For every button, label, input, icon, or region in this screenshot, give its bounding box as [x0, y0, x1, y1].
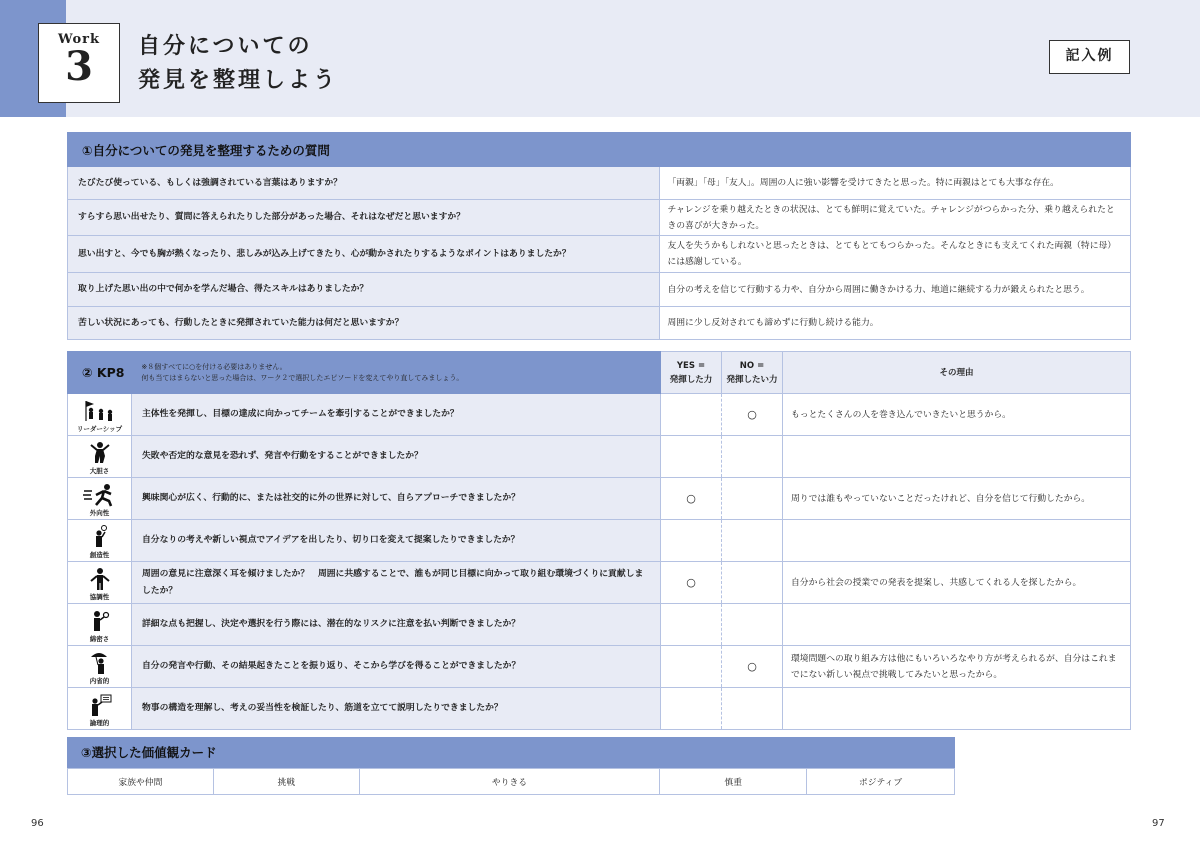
section2-note-2: 何も当てはまらないと思った場合は、ワーク２で選択したエピソードを変えてやり直してみましょう。 — [141, 373, 464, 382]
reason-cell[interactable] — [783, 520, 1131, 562]
kp-icon-cell — [68, 394, 132, 436]
question-cell: 思い出すと、今でも胸が熱くなったり、悲しみが込み上げてきたり、心が動かされたりするようなポイントはありましたか？ — [68, 236, 660, 273]
yes-cell[interactable] — [661, 520, 722, 562]
table-row — [68, 273, 1131, 307]
kp-icon-cell — [68, 436, 132, 478]
table-row — [68, 562, 1131, 604]
work-number-box — [38, 23, 120, 103]
kp-icon-label: 内省的 — [89, 677, 110, 685]
value-cards-table — [67, 768, 955, 795]
kp-icon-label: 論理的 — [89, 719, 110, 727]
section3-title: ③選択した価値観カード — [67, 737, 955, 768]
yes-cell[interactable] — [661, 394, 722, 436]
no-header-line-1: NO = — [739, 360, 765, 371]
no-cell[interactable] — [722, 688, 783, 730]
kp-question: 自分の発言や行動、その結果起きたことを振り返り、そこから学びを得ることができましたか？ — [132, 646, 661, 688]
boldness-icon — [80, 441, 120, 465]
section2-table — [67, 351, 1131, 730]
table-row — [68, 200, 1131, 236]
no-cell[interactable] — [722, 478, 783, 520]
column-header-reason: その理由 — [783, 352, 1131, 394]
yes-cell[interactable]: ○ — [661, 478, 722, 520]
value-card[interactable]: 慎重 — [660, 769, 807, 795]
kp-question: 主体性を発揮し、目標の達成に向かってチームを牽引することができましたか？ — [132, 394, 661, 436]
kp-question: 失敗や否定的な意見を恐れず、発言や行動をすることができましたか？ — [132, 436, 661, 478]
yes-cell[interactable] — [661, 646, 722, 688]
question-cell: 取り上げた思い出の中で何かを学んだ場合、得たスキルはありましたか？ — [68, 273, 660, 307]
yes-cell[interactable] — [661, 436, 722, 478]
value-card[interactable]: 挑戦 — [213, 769, 359, 795]
answer-cell[interactable]: チャレンジを乗り越えたときの状況は、とても鮮明に覚えていた。チャレンジがつらかった分、乗り越えられたときの喜びが大きかった。 — [660, 200, 1131, 236]
value-card[interactable]: 家族や仲間 — [68, 769, 214, 795]
reason-cell[interactable]: 周りでは誰もやっていないことだったけれど、自分を信じて行動したから。 — [783, 478, 1131, 520]
no-header-line-2: 発揮したい力 — [726, 374, 778, 385]
section2-note-1: ※８個すべてに○を付ける必要はありません。 — [141, 362, 287, 371]
table-row — [68, 769, 955, 795]
kp-icon-cell — [68, 562, 132, 604]
kp-question: 物事の構造を理解し、考えの妥当性を検証したり、筋道を立てて説明したりできましたか？ — [132, 688, 661, 730]
question-cell: 苦しい状況にあっても、行動したときに発揮されていた能力は何だと思いますか？ — [68, 307, 660, 340]
no-cell[interactable]: ○ — [722, 394, 783, 436]
column-header-no — [722, 352, 783, 394]
answer-cell[interactable]: 周囲に少し反対されても諦めずに行動し続ける能力。 — [660, 307, 1131, 340]
table-row — [68, 688, 1131, 730]
section2-title: ② KP8 — [82, 365, 125, 380]
meticulous-icon — [80, 609, 120, 633]
table-row — [68, 236, 1131, 273]
question-cell: たびたび使っている、もしくは強調されている言葉はありますか？ — [68, 167, 660, 200]
section2-notes — [141, 362, 463, 384]
work-number: 3 — [65, 43, 93, 90]
yes-header-line-2: 発揮した力 — [669, 374, 713, 385]
question-cell: すらすら思い出せたり、質問に答えられたりした部分があった場合、それはなぜだと思いますか？ — [68, 200, 660, 236]
answer-cell[interactable]: 「両親」「母」「友人」。周囲の人に強い影響を受けてきたと思った。特に両親はとても大事な存在。 — [660, 167, 1131, 200]
table-row — [68, 307, 1131, 340]
table-row — [68, 394, 1131, 436]
table-row — [68, 604, 1131, 646]
no-cell[interactable] — [722, 562, 783, 604]
title-line-1: 自分についての — [138, 34, 313, 59]
table-row — [68, 436, 1131, 478]
kp-icon-label: 大胆さ — [89, 467, 110, 475]
example-badge: 記入例 — [1049, 40, 1130, 74]
work-label: Work — [57, 32, 101, 47]
table-row — [68, 478, 1131, 520]
kp-icon-cell — [68, 646, 132, 688]
reason-cell[interactable] — [783, 436, 1131, 478]
no-cell[interactable] — [722, 436, 783, 478]
reason-cell[interactable] — [783, 688, 1131, 730]
title-line-2: 発見を整理しよう — [138, 68, 339, 93]
kp-icon-cell — [68, 688, 132, 730]
value-card[interactable]: ポジティブ — [807, 769, 955, 795]
answer-cell[interactable]: 友人を失うかもしれないと思ったときは、とてもとてもつらかった。そんなときにも支えてくれた両親（特に母）には感謝している。 — [660, 236, 1131, 273]
introspective-icon — [80, 651, 120, 675]
reason-cell[interactable] — [783, 604, 1131, 646]
table-row — [68, 520, 1131, 562]
page-title — [138, 30, 338, 98]
yes-cell[interactable] — [661, 604, 722, 646]
creativity-icon — [80, 525, 120, 549]
table-row — [68, 646, 1131, 688]
no-cell[interactable]: ○ — [722, 646, 783, 688]
kp-icon-cell — [68, 478, 132, 520]
cooperation-icon — [80, 567, 120, 591]
section1-table — [67, 132, 1131, 340]
column-header-yes — [661, 352, 722, 394]
yes-cell[interactable] — [661, 688, 722, 730]
kp-icon-label: リーダーシップ — [76, 425, 123, 433]
yes-header-line-1: YES = — [676, 360, 706, 371]
section1-title: ①自分についての発見を整理するための質問 — [68, 133, 1131, 167]
outgoing-icon — [80, 483, 120, 507]
page-number-right: 97 — [1152, 818, 1165, 829]
no-cell[interactable] — [722, 520, 783, 562]
kp-question: 詳細な点も把握し、決定や選択を行う際には、潜在的なリスクに注意を払い判断できましたか？ — [132, 604, 661, 646]
logical-icon — [80, 693, 120, 717]
kp-icon-label: 外向性 — [89, 509, 110, 517]
kp-question: 周囲の意見に注意深く耳を傾けましたか？ 周囲に共感することで、誰もが同じ目標に向かって取り組む環境づくりに貢献しましたか？ — [132, 562, 661, 604]
reason-cell[interactable]: もっとたくさんの人を巻き込んでいきたいと思うから。 — [783, 394, 1131, 436]
kp-icon-cell — [68, 520, 132, 562]
value-card[interactable]: やりきる — [359, 769, 660, 795]
kp-icon-cell — [68, 604, 132, 646]
yes-cell[interactable]: ○ — [661, 562, 722, 604]
leadership-icon — [80, 399, 120, 423]
page-number-left: 96 — [31, 818, 44, 829]
table-row — [68, 167, 1131, 200]
answer-cell[interactable]: 自分の考えを信じて行動する力や、自分から周囲に働きかける力、地道に継続する力が鍛えられたと思う。 — [660, 273, 1131, 307]
kp-icon-label: 協調性 — [89, 593, 110, 601]
kp-icon-label: 創造性 — [89, 551, 110, 559]
reason-cell[interactable]: 自分から社会の授業での発表を提案し、共感してくれる人を探したから。 — [783, 562, 1131, 604]
no-cell[interactable] — [722, 604, 783, 646]
kp-question: 興味関心が広く、行動的に、または社交的に外の世界に対して、自らアプローチできましたか？ — [132, 478, 661, 520]
reason-cell[interactable]: 環境問題への取り組み方は他にもいろいろなやり方が考えられるが、自分はこれまでにない新しい視点で挑戦してみたいと思ったから。 — [783, 646, 1131, 688]
kp-icon-label: 綿密さ — [89, 635, 110, 643]
section2-header — [68, 352, 661, 394]
kp-question: 自分なりの考えや新しい視点でアイデアを出したり、切り口を変えて提案したりできましたか？ — [132, 520, 661, 562]
